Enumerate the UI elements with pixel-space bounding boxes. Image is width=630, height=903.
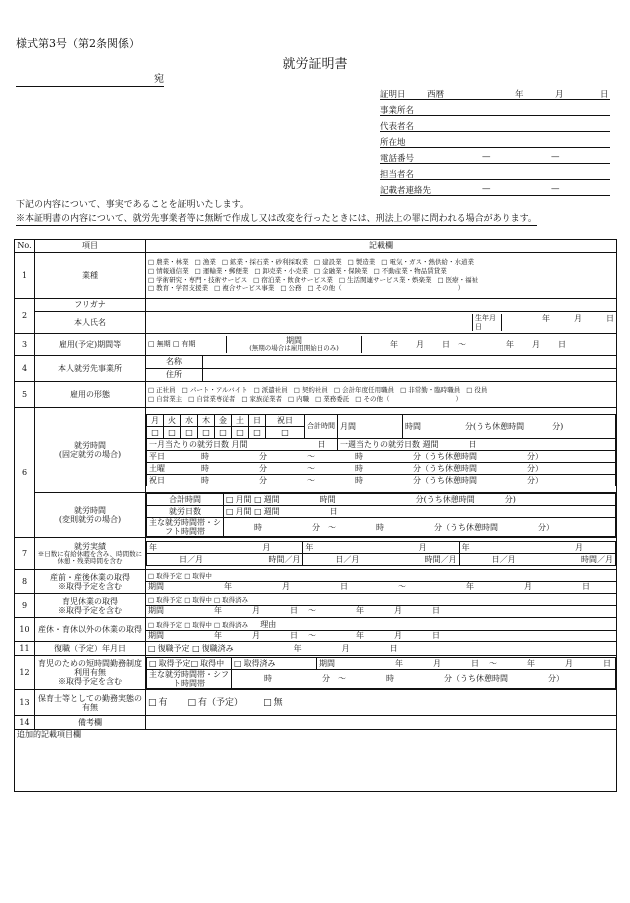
other-leave-period-field[interactable] [146, 631, 616, 640]
record-values-1[interactable] [147, 554, 303, 566]
row-no-5: 5 [15, 382, 35, 408]
unit: 月 [252, 605, 260, 615]
header-entry: 記載欄 [146, 240, 617, 253]
period-field[interactable] [362, 336, 617, 353]
variable-hours-label: 就労時間 (変則就労の場合) [35, 493, 146, 538]
unit: 日 [290, 630, 298, 640]
row-no-1: 1 [15, 253, 35, 299]
maternity-leave-label: 産前・産後休業の取得 [50, 572, 130, 582]
tilde: ～ [458, 339, 466, 349]
row-no-9: 9 [15, 594, 35, 618]
break-label: 分（うち休憩時間 [413, 463, 477, 473]
industry-option[interactable]: □ 農業・林業 [148, 258, 189, 267]
industry-option[interactable]: □ 医療・福祉 [437, 276, 478, 285]
reason-label: 理由 [260, 620, 277, 630]
unit: 分） [527, 463, 543, 473]
industry-option[interactable]: □ 学術研究・専門・技術サービス [148, 276, 247, 285]
employment-type-option[interactable]: □ 派遣社員 [254, 386, 288, 395]
header-item: 項目 [35, 240, 146, 253]
unit: 月 [574, 314, 582, 324]
industry-option[interactable]: □ 情報通信業 [148, 267, 189, 276]
yes-planned-checkbox[interactable]: □ 有（予定） [188, 698, 244, 708]
row-no-4: 4 [15, 356, 35, 382]
certificate-table [14, 239, 617, 792]
day-label: 日 [600, 90, 609, 100]
unit: 月間 [231, 439, 248, 449]
record-month-1[interactable] [147, 542, 303, 554]
remarks-field[interactable] [146, 716, 617, 730]
unit: 日 [558, 339, 566, 349]
industry-option[interactable]: □ 製造業 [348, 258, 376, 267]
unit: 時間／月 [581, 555, 613, 565]
in-progress-checkbox[interactable]: □ 取得中 [191, 659, 225, 668]
indefinite-checkbox[interactable]: □ 無期 [148, 340, 171, 348]
additional-items-field[interactable] [15, 730, 617, 792]
workplace-name-field[interactable] [203, 356, 617, 368]
childcare-worker-label: 保育士等としての勤務実態の有無 [35, 690, 146, 716]
unit: 日 [432, 605, 440, 615]
unit: 年 [527, 658, 535, 668]
additional-items-label: 追加的記載項目欄 [17, 730, 81, 740]
saturday-label: 土曜 [149, 463, 165, 473]
record-month-2[interactable] [303, 542, 459, 554]
unit: 分 [259, 463, 267, 473]
unit: 時 [376, 522, 384, 532]
unit: 分） [548, 674, 564, 684]
unit: 分 [322, 674, 330, 684]
monthly-hours-field[interactable] [403, 414, 616, 438]
short-hours-shift-field[interactable] [232, 669, 616, 688]
work-record-label: 就労実績 [74, 541, 106, 551]
record-values-3[interactable] [459, 554, 615, 566]
unit: 分) [552, 421, 564, 431]
unit: 時 [264, 674, 272, 684]
break-label: 分（うち休憩時間 [413, 451, 477, 461]
industry-option[interactable]: □ 建設業 [314, 258, 342, 267]
other-leave-label: 産休・育休以外の休業の取得 [35, 618, 146, 642]
short-hours-period-field[interactable] [317, 657, 616, 669]
unit: 時間／月 [268, 555, 301, 565]
unit: 月 [575, 543, 583, 553]
unit: 日 [290, 605, 298, 615]
industry-option-other[interactable]: □ その他（ [307, 284, 341, 293]
var-total-field[interactable] [224, 494, 616, 506]
unit: 月 [394, 605, 402, 615]
shift-field[interactable]: 時 分 ～ 時 分（うち休憩時間 分） [224, 518, 616, 537]
unit: 時 [254, 522, 262, 532]
tilde: ～ [308, 605, 316, 615]
day-tue: 火 [164, 414, 181, 426]
month-checkbox[interactable]: □ 月間 [226, 507, 252, 516]
unit: 年 [395, 658, 403, 668]
tilde: ～ [489, 658, 497, 668]
monthly-label: 月間 [338, 414, 403, 438]
mon-checkbox[interactable]: □ [147, 426, 164, 438]
certification-statement: 下記の内容について、事実であることを証明いたします。 [16, 200, 249, 210]
completed-checkbox[interactable]: □ 取得済み [234, 659, 276, 668]
year-label: 年 [515, 90, 524, 100]
office-name-label: 事業所名 [380, 106, 415, 116]
name-field[interactable] [146, 314, 473, 330]
tilde: ～ [398, 581, 406, 591]
unit: 時間／月 [424, 555, 457, 565]
fixed-hours-label: 就労時間 (固定就労の場合) [35, 408, 146, 493]
birthdate-field[interactable] [502, 314, 616, 323]
row-no-11: 11 [15, 642, 35, 656]
unit: 月 [433, 658, 441, 668]
weekly-days-label: 一週当たりの就労日数 [340, 439, 420, 449]
holiday-label: 祝日 [149, 475, 165, 485]
unit: 年 [466, 581, 474, 591]
employment-type-option[interactable]: □ 契約社員 [294, 386, 328, 395]
in-progress-checkbox[interactable]: □ 取得中 [184, 572, 212, 580]
unit: 年 [149, 543, 157, 553]
maternity-period-field[interactable] [146, 582, 616, 591]
thu-checkbox[interactable]: □ [198, 426, 215, 438]
unit: 月 [565, 658, 573, 668]
employment-type-option[interactable]: □ 正社員 [148, 386, 176, 395]
completed-checkbox[interactable]: □ 取得済み [214, 596, 248, 604]
record-month-3[interactable] [459, 542, 615, 554]
weekday-label: 平日 [149, 451, 165, 461]
employment-type-option[interactable]: □ 自営業専従者 [188, 395, 235, 404]
dash-2: — [551, 152, 560, 162]
maternity-leave-label-cell [35, 570, 146, 594]
unit: 年 [214, 605, 222, 615]
row-no-3: 3 [15, 334, 35, 356]
day-sun: 日 [249, 414, 266, 426]
unit: 月 [282, 581, 290, 591]
return-date-label: 復職（予定）年月日 [35, 642, 146, 656]
employment-type-option[interactable]: □ 内職 [288, 395, 309, 404]
unit: 年 [293, 644, 302, 654]
period-label: 期間 [148, 630, 164, 640]
row-no-14: 14 [15, 716, 35, 730]
furigana-field[interactable] [146, 299, 617, 312]
person-in-charge-label: 担当者名 [380, 170, 415, 180]
short-hours-label-cell [35, 656, 146, 690]
industry-option[interactable]: □ 不動産業・物品賃貸業 [374, 267, 447, 276]
unit: 時 [355, 475, 363, 485]
day-fri: 金 [215, 414, 232, 426]
dash-3: — [482, 184, 491, 194]
unit: 年 [214, 630, 222, 640]
day-thu: 木 [198, 414, 215, 426]
short-hours-label: 育児のための短時間勤務制度利用有無 [38, 659, 142, 678]
shift-label: 主な就労時間帯・シフト時間帯 [147, 518, 224, 537]
unit: 年 [461, 543, 470, 553]
unit: 分 [259, 475, 267, 485]
unit: 分 [312, 522, 320, 532]
dash-4: — [551, 184, 560, 194]
unit: 年 [356, 630, 364, 640]
var-days-label: 就労日数 [147, 506, 224, 518]
row-no-10: 10 [15, 618, 35, 642]
industry-option[interactable]: □ 鉱業・採石業・砂利採取業 [222, 258, 308, 267]
paren-close: ） [457, 284, 465, 293]
addressee-suffix: 宛 [154, 74, 164, 85]
industry-options [146, 253, 617, 299]
row-no-6: 6 [15, 408, 35, 538]
birthdate-label: 生年月日 [473, 314, 502, 330]
unit: 月 [252, 630, 260, 640]
shift-label: 主な就労時間帯・シフト時間帯 [147, 669, 232, 688]
day-mon: 月 [147, 414, 164, 426]
industry-option[interactable]: □ 生活関連サービス業・娯楽業 [339, 276, 432, 285]
unit: 分 [415, 494, 424, 504]
childcare-leave-note: ※取得予定を含む [58, 605, 122, 615]
sun-checkbox[interactable]: □ [249, 426, 266, 438]
header-no: No. [15, 240, 35, 253]
day-sat: 土 [232, 414, 249, 426]
unit: 日 [432, 630, 440, 640]
furigana-label: フリガナ [35, 299, 146, 312]
industry-option[interactable]: □ 金融業・保険業 [314, 267, 368, 276]
no-checkbox[interactable]: □ 無 [263, 698, 283, 708]
unit: 時 [355, 463, 363, 473]
holiday-hours-row[interactable]: 祝日 時 分 ～ 時 分（うち休憩時間 分） [147, 474, 616, 486]
unit: 分） [538, 522, 554, 532]
unit: 年 [305, 543, 314, 553]
cert-date-label: 証明日 [380, 90, 406, 100]
employment-type-option[interactable]: □ 業務委託 [315, 395, 349, 404]
fri-checkbox[interactable]: □ [215, 426, 232, 438]
unit: 日 [603, 658, 611, 668]
unit: 日 [340, 581, 348, 591]
unit: 日 [606, 314, 614, 324]
era-label: 西暦 [427, 90, 445, 100]
unit: 時 [386, 674, 394, 684]
childcare-period-field[interactable] [146, 606, 616, 615]
dash-1: — [482, 152, 491, 162]
row-no-8: 8 [15, 570, 35, 594]
employment-type-option[interactable]: □ パート・アルバイト [182, 386, 248, 395]
unit: 年 [506, 339, 514, 349]
week-checkbox[interactable]: □ 週間 [254, 495, 280, 504]
employment-type-option[interactable]: □ 非常勤・臨時職員 [400, 386, 460, 395]
unit: 月 [532, 339, 540, 349]
unit: 月 [524, 581, 532, 591]
yes-checkbox[interactable]: □ 有 [148, 698, 168, 708]
planned-checkbox[interactable]: □ 取得予定 [148, 572, 182, 580]
week-checkbox[interactable]: □ 週間 [254, 507, 280, 516]
unit: 日 [317, 439, 326, 449]
return-date-field[interactable] [146, 642, 617, 656]
monthly-days-label: 一月当たりの就労日数 [149, 439, 229, 449]
unit: 日 [582, 581, 590, 591]
in-progress-checkbox[interactable]: □ 取得中 [184, 596, 212, 604]
tue-checkbox[interactable]: □ [164, 426, 181, 438]
workplace-address-label: 住所 [146, 369, 203, 381]
tilde: ～ [338, 674, 346, 684]
unit: 月 [341, 644, 350, 654]
unit: 月 [416, 339, 424, 349]
maternity-leave-note: ※取得予定を含む [58, 581, 122, 591]
paren-close: ） [455, 394, 462, 403]
fixed-term-checkbox[interactable]: □ 有期 [173, 340, 196, 348]
unit: 時間 [319, 494, 336, 504]
legal-warning: ※本証明書の内容について、就労先事業者等に無断で作成し又は改変を行ったときには、刑法上の罪に問われる場合があります。 [16, 211, 537, 226]
address-label: 所在地 [380, 138, 406, 148]
month-label: 月 [555, 90, 564, 100]
employment-type-option[interactable]: □ 自営業主 [148, 395, 182, 404]
industry-option[interactable]: □ 公務 [280, 284, 301, 293]
unit: 時間 [405, 421, 421, 431]
day-holiday: 祝日 [266, 414, 305, 426]
industry-option[interactable]: □ 教育・学習支援業 [148, 284, 208, 293]
unit: 週間 [422, 439, 439, 449]
break-label: (うち休憩時間 [423, 494, 475, 504]
childcare-leave-label-cell [35, 594, 146, 618]
sat-checkbox[interactable]: □ [232, 426, 249, 438]
unit: 分) [504, 494, 516, 504]
workplace-address-field[interactable] [203, 369, 617, 381]
industry-option[interactable]: □ 運輸業・郵便業 [195, 267, 249, 276]
break-label: 分（うち休憩時間 [434, 522, 498, 532]
employment-type-options [146, 382, 617, 408]
in-progress-checkbox[interactable]: □ 取得中 [184, 621, 212, 629]
period-label: 期間 [148, 581, 164, 591]
work-record-note: ※日数に有給休暇を含み、時間数に休憩・残業時間を含む [37, 550, 143, 566]
unit: 時 [201, 475, 209, 485]
var-days-field[interactable] [224, 506, 616, 518]
unit: 分） [527, 451, 543, 461]
break-label: 分（うち休憩時間 [444, 674, 508, 684]
holiday-checkbox[interactable]: □ [266, 426, 305, 438]
unit: 分 [259, 451, 267, 461]
tilde: ～ [308, 630, 316, 640]
industry-label: 業種 [35, 253, 146, 299]
industry-option[interactable]: □ 卸売業・小売業 [254, 267, 308, 276]
weekday-hours-row[interactable]: 平日 時 分 ～ 時 分（うち休憩時間 分） [147, 450, 616, 462]
total-hours-label: 合計時間 [305, 414, 338, 438]
unit: 時 [201, 451, 209, 461]
unit: 日 [389, 644, 398, 654]
day-wed: 水 [181, 414, 198, 426]
representative-label: 代表者名 [380, 122, 415, 132]
unit: 年 [224, 581, 232, 591]
period-label: 期間 [319, 658, 335, 668]
unit: 日／月 [335, 555, 360, 565]
unit: 月 [262, 543, 271, 553]
row-no-7: 7 [15, 538, 35, 570]
unit: 日 [329, 506, 338, 516]
period-label: 期間 [148, 605, 164, 615]
industry-option[interactable]: □ 電気・ガス・熱供給・水道業 [381, 258, 474, 267]
employment-type-label: 雇用の形態 [35, 382, 146, 408]
unit: 日 [471, 658, 479, 668]
unit: 年 [390, 339, 398, 349]
wed-checkbox[interactable]: □ [181, 426, 198, 438]
employment-period-label: 雇用(予定)期間等 [35, 334, 146, 356]
planned-checkbox[interactable]: □ 取得予定 [149, 659, 191, 668]
unit: 月 [394, 630, 402, 640]
remarks-label: 備考欄 [35, 716, 146, 730]
unit: 月 [418, 543, 427, 553]
completed-checkbox[interactable]: □ 取得済み [214, 621, 248, 629]
row-no-12: 12 [15, 656, 35, 690]
monthly-days-row[interactable] [147, 438, 338, 450]
returned-checkbox[interactable]: □ 復職済み [192, 644, 234, 653]
workplace-name-label: 名称 [146, 356, 203, 368]
employment-type-option-other[interactable]: □ その他（ [355, 395, 389, 404]
work-record-label-cell [35, 538, 146, 570]
period-label: 期間 [286, 336, 302, 346]
row-no-13: 13 [15, 690, 35, 716]
employment-type-option[interactable]: □ 会計年度任用職員 [334, 386, 394, 395]
unit: 分） [527, 475, 543, 485]
planned-checkbox[interactable]: □ 取得予定 [148, 621, 182, 629]
var-total-label: 合計時間 [147, 494, 224, 506]
period-note: (無期の場合は雇用開始日のみ) [249, 344, 339, 353]
record-values-2[interactable] [303, 554, 459, 566]
childcare-leave-label: 育児休業の取得 [62, 596, 118, 606]
unit: 時 [201, 463, 209, 473]
workplace-label: 本人就労先事業所 [35, 356, 146, 382]
short-hours-note: ※取得予定を含む [58, 677, 122, 687]
unit: 日 [468, 439, 477, 449]
industry-option[interactable]: □ 複合サービス事業 [214, 284, 274, 293]
break-label: (うち休憩時間 [473, 421, 525, 431]
name-label: 本人氏名 [35, 312, 146, 334]
phone-label: 電話番号 [380, 154, 415, 164]
planned-checkbox[interactable]: □ 取得予定 [148, 596, 182, 604]
unit: 時 [355, 451, 363, 461]
unit: 年 [542, 314, 550, 324]
unit: 日 [442, 339, 450, 349]
break-label: 分（うち休憩時間 [413, 475, 477, 485]
row-no-2: 2 [15, 299, 35, 334]
month-checkbox[interactable]: □ 月間 [226, 495, 252, 504]
unit: 年 [356, 605, 364, 615]
industry-option[interactable]: □ 漁業 [195, 258, 216, 267]
return-planned-checkbox[interactable]: □ 復職予定 [148, 644, 190, 653]
industry-option[interactable]: □ 宿泊業・飲食サービス業 [253, 276, 333, 285]
weekly-days-row[interactable] [338, 438, 616, 450]
saturday-hours-row[interactable]: 土曜 時 分 ～ 時 分（うち休憩時間 分） [147, 462, 616, 474]
unit: 日／月 [179, 555, 203, 565]
employment-type-option[interactable]: □ 役員 [466, 386, 487, 395]
unit: 分 [465, 421, 473, 431]
form-reference: 様式第3号（第2条関係） [16, 37, 140, 50]
writer-contact-label: 記載者連絡先 [380, 186, 432, 196]
page-title: 就労証明書 [282, 57, 348, 72]
unit: 日／月 [491, 555, 516, 565]
addressee-field[interactable] [16, 70, 164, 87]
employment-type-option[interactable]: □ 家族従業者 [241, 395, 282, 404]
